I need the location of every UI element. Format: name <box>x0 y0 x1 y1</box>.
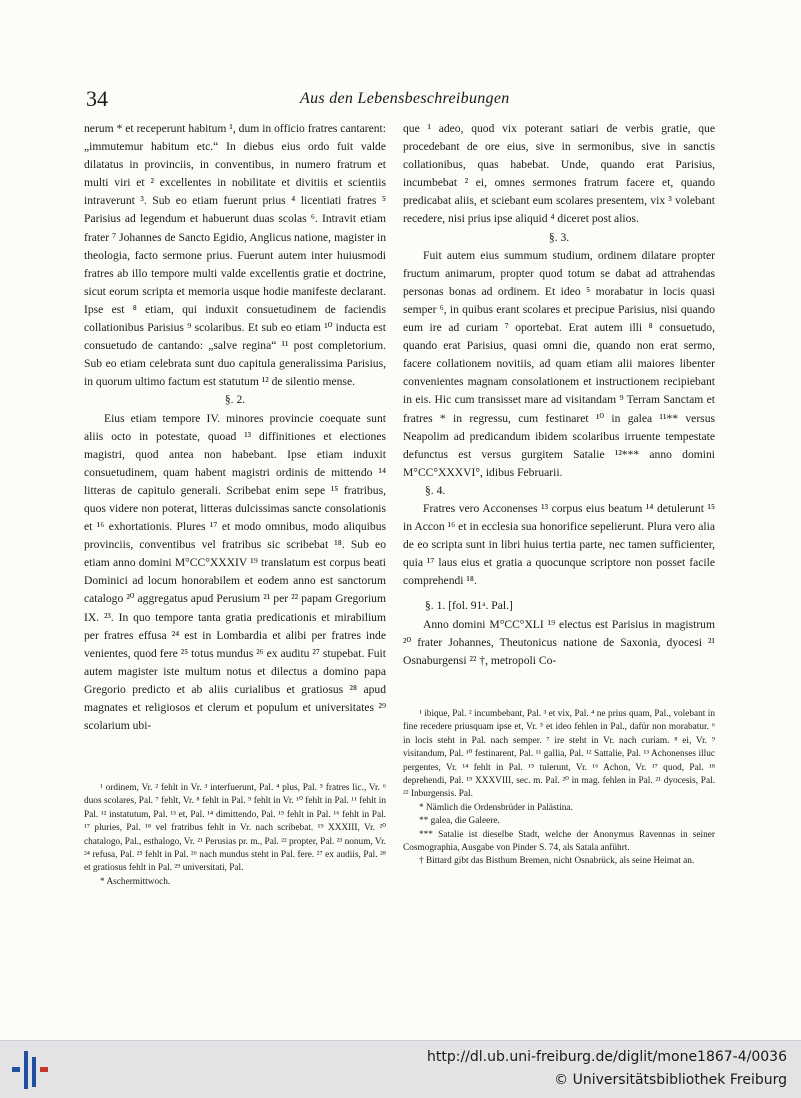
text-paragraph: Anno domini M°CC°XLI ¹⁹ electus est Parisius in magistrum ²⁰ frater Johannes, Theutonicus natione de Saxonia, dyocesi ²¹ Osnaburgensi ²² †, metropoli Co- <box>403 617 715 667</box>
running-head: Aus den Lebensbeschreibungen <box>300 90 510 107</box>
text-paragraph: nerum * et receperunt habitum ¹, dum in officio fratres cantarent: „immutemur habitum etc.“ In diebus eius ordo fuit valde dilatatus in provinciis, in conventibus, in numero fratrum et multi viri et ² excellentes in nobilitate et divitiis et scientiis intraverunt ³. Sub eo etiam fuerunt prius ⁴ licentiati fratres ⁵ Parisius ad legendum et habuerunt duas scolas ⁶. Intravit etiam frater ⁷ Johannes de Sancto Egidio, Anglicus natione, magister in theologia, facto sermone prius. Fuerunt autem inter huiusmodi fratres ab illo tempore multi valde excellentis gratie et doctrine, sicut eorum scripta et memoria usque hodie manifeste declarant. Ipse est ⁸ etiam, qui induxit consuetudinem de faciendis collationibus Parisius ⁹ scolaribus. Et sub eo etiam ¹⁰ inducta est consuetudo de cantando: „salve regina“ ¹¹ post completorium. Sub eo etiam celebrata sunt duo capitula generalissima Parisius, in quorum ultimo factum est statutum ¹² de silentio mense. <box>84 122 386 389</box>
right-column <box>403 120 715 670</box>
right-footnotes <box>403 708 715 869</box>
ub-freiburg-logo-icon[interactable] <box>10 1049 50 1091</box>
footnote: ¹ ibique, Pal. ² incumbebant, Pal. ³ et vix, Pal. ⁴ ne prius quam, Pal., volebant in fine recedere priusquam ipse et, Vr. ⁵ et ideo fehlen in Pal., dafür non morabatur. ⁶ in locis steht in Pal. nach semper. ⁷ ire steht in Vr. nach curiam. ⁸ ei, Vr. ⁹ visitandum, Pal. ¹⁰ festinarent, Pal. ¹¹ gallia, Pal. ¹² Sattalie, Pal. ¹³ Achonenses illuc pergentes, Vr. ¹⁴ fehlt in Pal. ¹⁵ tulerunt, Vr. ¹⁶ Achon, Vr. ¹⁷ quod, Pal. ¹⁸ deprehendi, Pal. ¹⁹ XXXVIII, sec. m. Pal. ²⁰ in mag. fehlen in Pal. ²¹ dyocesis, Pal. ²² Inburgensis. Pal. <box>403 709 715 800</box>
footnote: * Aschermittwoch. <box>100 876 171 887</box>
text-paragraph: Fratres vero Acconenses ¹³ corpus eius beatum ¹⁴ detulerunt ¹⁵ in Accon ¹⁶ et in ecclesia sua honorifice sepelierunt. Plura vero alia de eo scripta sunt in libri huius tertia parte, nec tamen sufficienter, quia ¹⁷ laus eius et gratia a quocunque scriptore non posset facile comprehendi ¹⁸. <box>403 501 715 588</box>
footnote: ** galea, die Galeere. <box>419 816 500 827</box>
footnote: ¹ ordinem, Vr. ² fehlt in Vr. ³ interfuerunt, Pal. ⁴ plus, Pal. ⁵ fratres lic., Vr. ⁶ duos scolares, Pal. ⁷ fehlt, Vr. ⁸ fehlt in Pal. ⁹ fehlt in Vr. ¹⁰ fehlt in Pal. ¹¹ fehlt in Pal. ¹² instatutum, Pal. ¹³ et, Pal. ¹⁴ dimittendo, Pal. ¹⁵ fehlt in Pal. ¹⁶ fehlt in Pal. ¹⁷ pluries, Pal. ¹⁸ vel fratribus fehlt in Vr. nach scribebat. ¹⁹ XXXIII, Vr. ²⁰ chatalogo, Pal., esthalogo, Vr. ²¹ Perusias pr. m., Pal. ²² propter, Pal. ²³ nonum, Vr. ²⁴ refusa, Pal. ²⁵ fehlt in Pal. ²⁶ nach mundus steht in Pal. fere. ²⁷ ex audiis, Pal. ²⁸ et gratiosus fehlt in Pal. ²⁹ universitati, Pal. <box>84 783 386 874</box>
text-paragraph: §. 3. <box>548 230 570 244</box>
page-number: 34 <box>86 86 108 111</box>
text-paragraph: que ¹ adeo, quod vix poterant satiari de verbis gratie, que procedebant de ore eius, sive in sermonibus, sive in sanctis collationibus, quas habebat. Unde, quando erat Parisius, incumbebat ² ei, omnes sermones fratrum facere et, quando predicabat aliis, et sciebant eum scolares presentem, vix ³ volebant recedere, nisi prius ipse aliquid ⁴ diceret post alios. <box>403 122 715 226</box>
text-paragraph: §. 4. <box>425 483 446 497</box>
footnote: † Bittard gibt das Bisthum Bremen, nicht Osnabrück, als seine Heimat an. <box>419 856 695 867</box>
document-url-link[interactable]: http://dl.ub.uni-freiburg.de/diglit/mone1867-4/0036 <box>427 1049 787 1065</box>
footnote: *** Satalie ist dieselbe Stadt, welche der Anonymus Ravennas in seiner Cosmographia, Ausgabe von Pinder S. 74, als Satala anführt. <box>403 829 715 854</box>
left-footnotes <box>84 782 386 889</box>
footnote: * Nämlich die Ordensbrüder in Palästina. <box>419 802 573 813</box>
left-column <box>84 120 386 735</box>
text-paragraph: §. 2. <box>224 393 246 407</box>
text-paragraph: §. 1. [fol. 91ᵃ. Pal.] <box>425 599 513 613</box>
text-paragraph: Fuit autem eius summum studium, ordinem dilatare propter fructum animarum, propter quod totum se dabat ad attrahendas personas bonas ad ordinem. Et ideo ⁵ morabatur in locis quasi semper ⁶, in quibus erant scolares et precipue Parisius, nisi quando eum ire ad curiam ⁷ oportebat. Erat autem illi ⁸ consuetudo, quando erat Parisius, quasi omni die, quando non erat sermo, facere collationem novitiis, ad quam etiam alii maiores libenter convenientes magnam consolationem et instructionem recipiebant in eis. Hic cum transisset mare ad visitandam ⁹ Terram Sanctam et fratres * in regressu, cum festinaret ¹⁰ in galea ¹¹** versus Neapolim ad predicandum ibidem scolaribus irruente tempestate defunctus est versus gurgitem Satalie ¹²*** anno domini M°CC°XXXVI°, idibus Februarii. <box>403 248 715 479</box>
viewer-footer-bar <box>0 1040 801 1098</box>
copyright-notice: © Universitätsbibliothek Freiburg <box>554 1072 787 1088</box>
text-paragraph: Eius etiam tempore IV. minores provincie coequate sunt aliis octo in potestate, quoad ¹³ diffinitiones et electiones magistri, quod antea non habebant. Ipse etiam induxit consuetudinem, quam habent magistri ordinis de mittendo ¹⁴ litteras de capitulo generali. Scribebat enim sepe ¹⁵ fratribus, quos videre non poterat, litteras dulcissimas sancte consolationis et ¹⁶ exhortationis. Plures ¹⁷ et modo omnibus, modo aliquibus provinciis, conventibus vel fratribus sic scribebat ¹⁸. Sub eo etiam anno domini M°CC°XXXIV ¹⁹ translatum est corpus beati Dominici ad locum honorabilem et eodem anno est sanctorum catalogo ²⁰ aggregatus apud Perusium ²¹ per ²² papam Gregorium IX. ²³. In quo tempore tanta gratia predicationis et mirabilium per fratres effusa ²⁴ est in Lombardia et alibi per fratres inde venientes, quod fere ²⁵ totus mundus ²⁶ ex auditu ²⁷ stupebat. Fuit autem magister iste multum notus et dilectus a domino papa Gregorio predicto et ab aliis curialibus et gratiosus ²⁸ apud magnates et religiosos et clerum et populum et universitates ²⁹ scolarium ubi- <box>84 411 386 733</box>
